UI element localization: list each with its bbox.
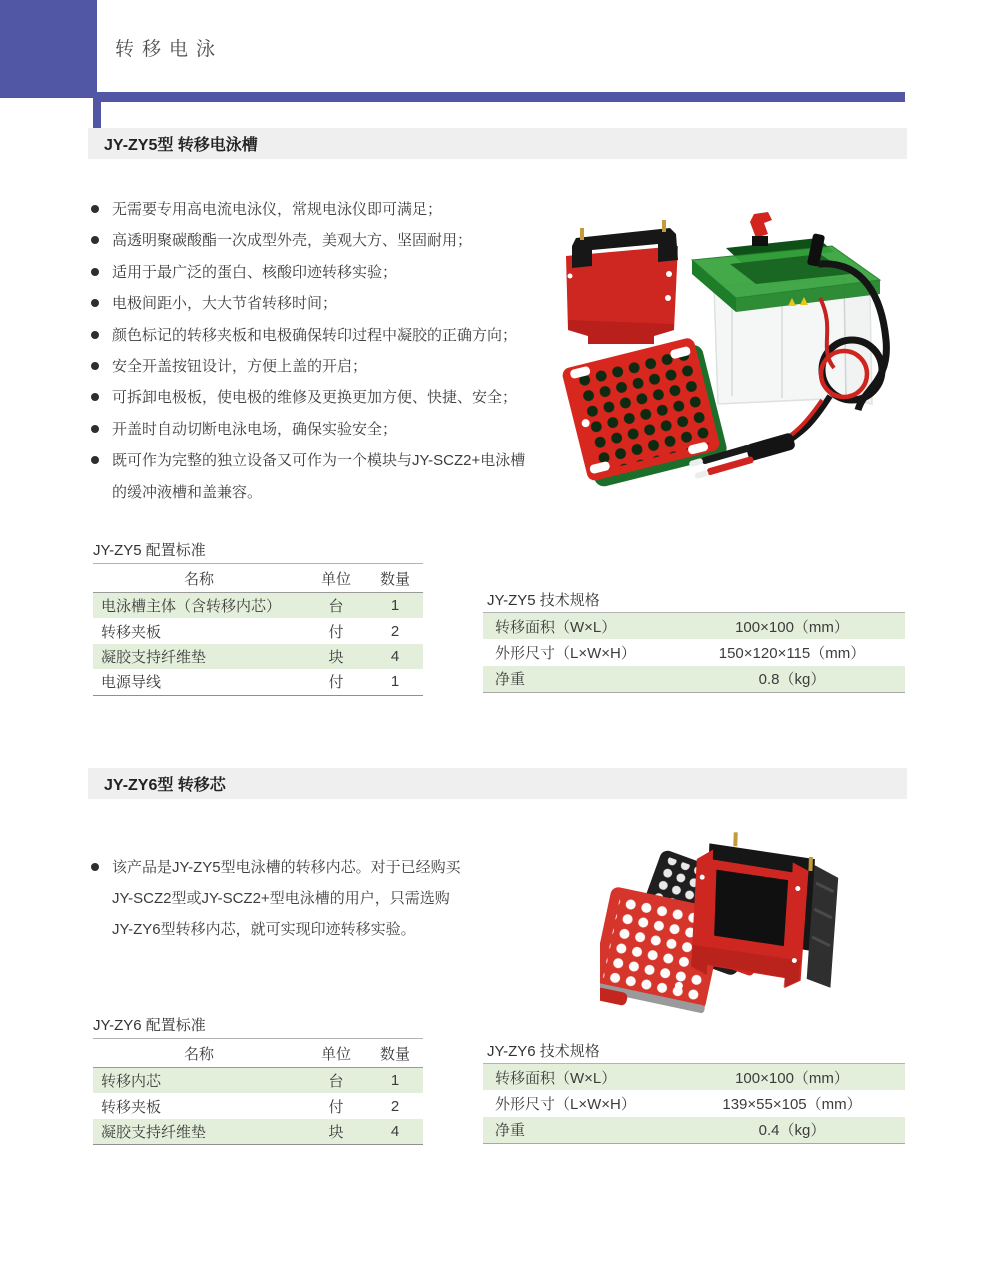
cell-unit: 付	[328, 623, 344, 641]
section1-feature-list	[90, 194, 526, 508]
config-table-caption: JY-ZY5 配置标准	[93, 542, 206, 559]
feature-text: 无需要专用高电流电泳仪，常规电泳仪即可满足；	[112, 201, 443, 218]
bullet-icon	[91, 299, 99, 307]
config-table-jy-zy5	[93, 563, 423, 696]
section2-banner	[88, 768, 907, 799]
table-header-row	[93, 563, 423, 593]
cell-name: 凝胶支持纤维垫	[101, 1123, 207, 1141]
product-image-jy-zy5	[552, 198, 944, 490]
bullet-icon	[91, 362, 99, 370]
transfer-core	[690, 831, 839, 990]
table-row	[93, 593, 423, 618]
list-item	[90, 288, 526, 319]
cell-name: 转移内芯	[101, 1073, 162, 1091]
column-header: 单位	[320, 570, 351, 588]
table-row	[483, 639, 905, 665]
cell-value: 139×55×105（mm）	[722, 1095, 862, 1113]
cell-qty: 2	[390, 1097, 400, 1115]
table-header-row	[93, 1038, 423, 1068]
table-row	[93, 1068, 423, 1093]
cell-name: 电泳槽主体（含转移内芯）	[101, 598, 282, 616]
list-item	[90, 194, 526, 225]
cell-name: 凝胶支持纤维垫	[101, 648, 207, 666]
column-header: 数量	[379, 1045, 410, 1063]
cell-qty: 1	[390, 1072, 400, 1090]
bullet-icon	[91, 236, 99, 244]
spec-table-jy-zy6	[483, 1063, 905, 1144]
cell-qty: 1	[390, 597, 400, 615]
list-item	[90, 257, 526, 288]
cell-unit: 付	[328, 1098, 344, 1116]
list-item	[90, 320, 526, 351]
list-item	[90, 225, 526, 256]
table-row	[93, 644, 423, 669]
bullet-icon	[91, 393, 99, 401]
feature-text: 适用于最广泛的蛋白、核酸印迹转移实验；	[112, 263, 398, 281]
cell-value: 100×100（mm）	[735, 618, 849, 636]
bullet-icon	[91, 425, 99, 433]
bullet-icon	[91, 863, 99, 871]
section2-banner-title: JY-ZY6型 转移芯	[104, 777, 226, 794]
feature-text: 开盖时自动切断电泳电场，确保实验安全；	[112, 420, 398, 438]
cell-qty: 4	[390, 647, 400, 665]
cell-unit: 付	[328, 674, 344, 692]
cell-name: 转移夹板	[101, 1098, 162, 1116]
table-row	[483, 666, 905, 692]
section1-banner	[88, 128, 907, 159]
table-row	[93, 669, 423, 694]
table-row	[93, 618, 423, 643]
feature-text: 该产品是JY-ZY5型电泳槽的转移内芯。对于已经购买JY-SCZ2型或JY-SCZ2+型电泳槽的用户，只需选购JY-ZY6型转移内芯，就可实现印迹转移实验。	[112, 859, 461, 938]
list-item	[90, 382, 526, 413]
config-table-caption: JY-ZY6 配置标准	[93, 1017, 206, 1034]
cell-unit: 块	[328, 648, 344, 666]
table-row	[483, 1064, 905, 1090]
list-item	[90, 351, 526, 382]
feature-text: 颜色标记的转移夹板和电极确保转印过程中凝胶的正确方向；	[112, 326, 518, 344]
section1-banner-title: JY-ZY5型 转移电泳槽	[104, 137, 258, 154]
cell-label: 外形尺寸（L×W×H）	[495, 644, 636, 662]
cell-qty: 2	[390, 622, 400, 640]
product-image-jy-zy6	[600, 823, 890, 1013]
header-rule-vertical	[93, 102, 101, 128]
cell-unit: 台	[328, 1073, 344, 1091]
table-row	[483, 1090, 905, 1116]
page-title: 转移电泳	[115, 39, 224, 60]
cell-name: 转移夹板	[101, 623, 162, 641]
bullet-icon	[91, 205, 99, 213]
header-rule-horizontal	[93, 92, 905, 102]
cell-label: 外形尺寸（L×W×H）	[495, 1095, 636, 1113]
spec-table-jy-zy5	[483, 612, 905, 693]
cell-value: 0.8（kg）	[758, 671, 826, 689]
cell-name: 电源导线	[101, 674, 162, 692]
feature-text: 可拆卸电极板，使电极的维修及更换更加方便、快捷、安全；	[112, 389, 518, 407]
table-row	[93, 1093, 423, 1118]
list-item	[90, 852, 462, 945]
cell-value: 150×120×115（mm）	[718, 644, 866, 662]
section2-feature-list	[90, 852, 462, 945]
column-header: 名称	[183, 570, 214, 588]
table-row	[483, 613, 905, 639]
feature-text: 既可作为完整的独立设备又可作为一个模块与JY-SCZ2+电泳槽的缓冲液槽和盖兼容。	[112, 452, 526, 501]
cell-label: 转移面积（W×L）	[495, 1069, 617, 1087]
table-row	[483, 1117, 905, 1143]
spec-table-caption: JY-ZY6 技术规格	[487, 1043, 600, 1060]
bullet-icon	[91, 331, 99, 339]
cell-unit: 块	[328, 1123, 344, 1141]
cell-label: 净重	[495, 671, 526, 689]
bullet-icon	[91, 268, 99, 276]
table-row	[93, 1119, 423, 1144]
feature-text: 高透明聚碳酸酯一次成型外壳，美观大方、坚固耐用；	[112, 232, 473, 250]
list-item	[90, 414, 526, 445]
tank	[692, 212, 880, 404]
column-header: 数量	[379, 570, 410, 588]
cell-value: 0.4（kg）	[758, 1122, 826, 1140]
cell-value: 100×100（mm）	[735, 1069, 849, 1087]
feature-text: 电极间距小，大大节省转移时间；	[112, 295, 338, 313]
cell-label: 净重	[495, 1122, 526, 1140]
cell-qty: 4	[390, 1122, 400, 1140]
cell-qty: 1	[390, 673, 400, 691]
cell-label: 转移面积（W×L）	[495, 618, 617, 636]
clamp-plate	[561, 335, 729, 490]
list-item	[90, 445, 526, 508]
bullet-icon	[91, 456, 99, 464]
cell-unit: 台	[328, 598, 344, 616]
config-table-jy-zy6	[93, 1038, 423, 1145]
column-header: 名称	[183, 1045, 214, 1063]
header-accent-block	[0, 0, 97, 98]
column-header: 单位	[320, 1045, 351, 1063]
transfer-insert	[566, 220, 678, 344]
spec-table-caption: JY-ZY5 技术规格	[487, 592, 600, 609]
feature-text: 安全开盖按钮设计，方便上盖的开启；	[112, 358, 368, 376]
